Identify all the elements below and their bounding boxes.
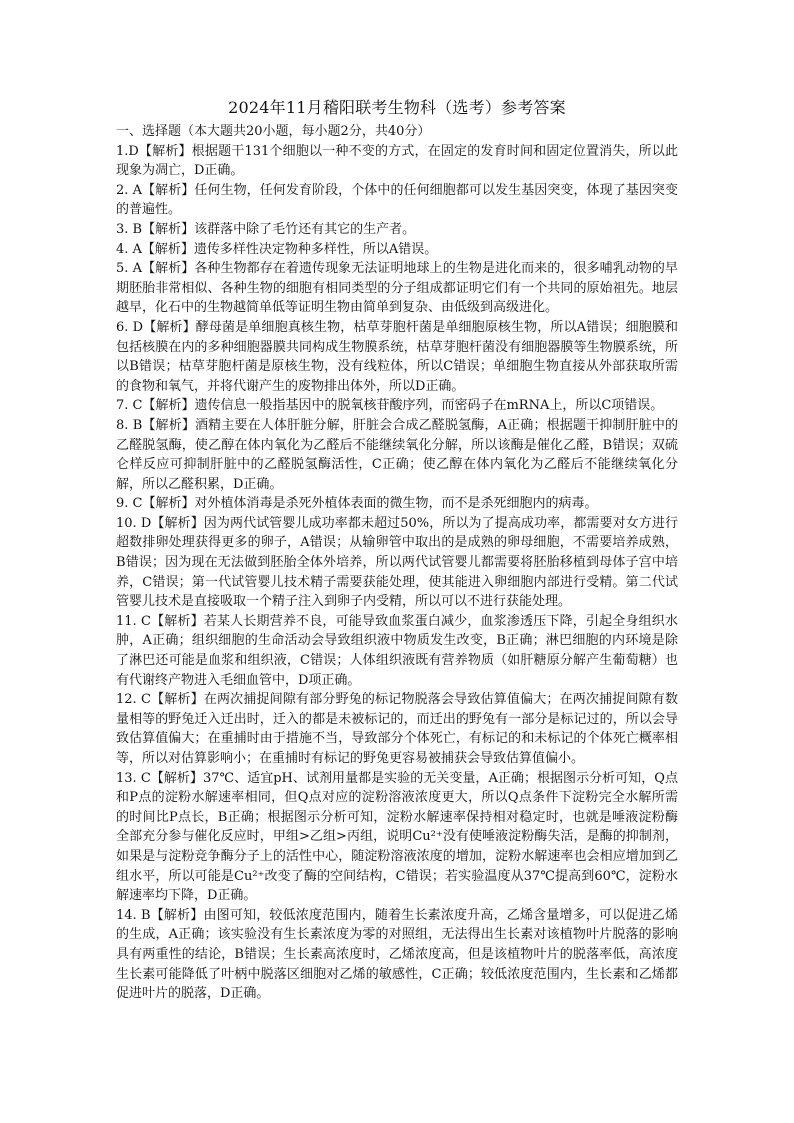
answer-item-14: 14. B【解析】由图可知，较低浓度范围内，随着生长素浓度升高，乙烯含量增多，可以促进乙烯的生成，A正确；该实验没有生长素浓度为零的对照组，无法得出生长素对该植物叶片脱落的影响具有两重性的结论，B错误；生长素高浓度时，乙烯浓度高，但是该植物叶片的脱落率低，高浓度生长素可能降低了叶柄中脱落区细胞对乙烯的敏感性，C正确；较低浓度范围内，生长素和乙烯都促进叶片的脱落，D正确。 xyxy=(116,907,678,1002)
answer-item-8: 8. B【解析】酒精主要在人体肝脏分解，肝脏会合成乙醛脱氢酶，A正确；根据题干抑制肝脏中的乙醛脱氢酶，使乙醇在体内氧化为乙醛后不能继续氧化分解，所以该酶是催化乙醛，B错误；双硫仑样反应可抑制肝脏中的乙醛脱氢酶活性，C正确；使乙醇在体内氧化为乙醛后不能继续氧化分解，所以乙醛积累，D正确。 xyxy=(116,417,678,492)
answer-item-4: 4. A【解析】遗传多样性决定物种多样性，所以A错误。 xyxy=(116,241,438,257)
answer-item-9: 9. C【解析】对外植体消毒是杀死外植体表面的微生物，而不是杀死细胞内的病毒。 xyxy=(116,496,598,512)
answer-item-1: 1.D【解析】根据题干131个细胞以一种不变的方式，在固定的发育时间和固定位置消失，所以此现象为凋亡，D正确。 xyxy=(116,143,678,179)
answer-item-6: 6. D【解析】酵母菌是单细胞真核生物，枯草芽胞杆菌是单细胞原核生物，所以A错误；细胞膜和包括核膜在内的多种细胞器膜共同构成生物膜系统，枯草芽胞杆菌没有细胞器膜等生物膜系统，所以B错误；枯草芽胞杆菌是原核生物，没有线粒体，所以C错误；单细胞生物直接从外部获取所需的食物和氧气，并将代谢产生的废物排出体外，所以D正确。 xyxy=(116,319,678,394)
answer-item-12: 12. C【解析】在两次捕捉间隙有部分野兔的标记物脱落会导致估算值偏大；在两次捕捉间隙有数量相等的野兔迁入迁出时，迁入的都是未被标记的，而迁出的野兔有一部分是标记过的，所以会导致估算值偏大；在重捕时由于措施不当，导致部分个体死亡，有标记的和未标记的个体死亡概率相等，所以对估算影响小；在重捕时有标记的野兔更容易被捕获会导致估算值偏小。 xyxy=(116,692,678,766)
answer-item-10: 10. D【解析】因为两代试管婴儿成功率都未超过50%，所以为了提高成功率，都需要对女方进行超数排卵处理获得更多的卵子，A错误；从输卵管中取出的是成熟的卵母细胞，不需要培养成熟，B错误；因为现在无法做到胚胎全体外培养，所以两代试管婴儿都需要将胚胎移植到母体子宫中培养，C错误；第一代试管婴儿技术精子需要获能处理，使其能进入卵细胞内部进行受精。第二代试管婴儿技术是直接吸取一个精子注入到卵子内受精，所以可以不进行获能处理。 xyxy=(116,515,678,610)
answer-item-11: 11. C【解析】若某人长期营养不良，可能导致血浆蛋白减少，血浆渗透压下降，引起全身组织水肿，A正确；组织细胞的生命活动会导致组织液中物质发生改变，B正确；淋巴细胞的内环境是除了淋巴还可能是血浆和组织液，C错误；人体组织液既有营养物质（如肝糖原分解产生葡萄糖）也有代谢终产物进入毛细血管中，D项正确。 xyxy=(116,613,678,688)
section-heading: 一、选择题（本大题共20小题，每小题2分，共40分） xyxy=(116,124,431,139)
answer-item-13: 13. C【解析】37℃、适宜pH、试剂用量都是实验的无关变量，A正确；根据图示分析可知，Q点和P点的淀粉水解速率相同，但Q点对应的淀粉溶液浓度更大，所以Q点条件下淀粉完全水解所需的时间比P点长，B正确；根据图示分析可知，淀粉水解速率保持相对稳定时，也就是唾液淀粉酶全部充分参与催化反应时，甲组>乙组>丙组，说明Cu²⁺没有使唾液淀粉酶失活，是酶的抑制剂，如果是与淀粉竞争酶分子上的活性中心，随淀粉溶液浓度的增加，淀粉水解速率也会相应增加到乙组水平，所以可能是Cu²⁺改变了酶的空间结构，C错误；若实验温度从37℃提高到60℃，淀粉水解速率均下降，D正确。 xyxy=(116,770,678,904)
answer-document xyxy=(116,96,678,1004)
answer-item-2: 2. A【解析】任何生物，任何发育阶段，个体中的任何细胞都可以发生基因突变，体现了基因突变的普遍性。 xyxy=(116,182,678,218)
answer-item-5: 5. A【解析】各种生物都存在着遗传现象无法证明地球上的生物是进化而来的，很多哺乳动物的早期胚胎非常相似、各种生物的细胞有相同类型的分子组成都证明它们有一个共同的原始祖先。地层越早，化石中的生物越简单低等证明生物由简单到复杂、由低级到高级进化。 xyxy=(116,261,678,316)
page-title: 2024年11月稽阳联考生物科（选考）参考答案 xyxy=(228,98,566,117)
answer-item-7: 7. C【解析】遗传信息一般指基因中的脱氧核苷酸序列，而密码子在mRNA上，所以C项错误。 xyxy=(116,398,664,414)
answer-item-3: 3. B【解析】该群落中除了毛竹还有其它的生产者。 xyxy=(116,221,416,237)
